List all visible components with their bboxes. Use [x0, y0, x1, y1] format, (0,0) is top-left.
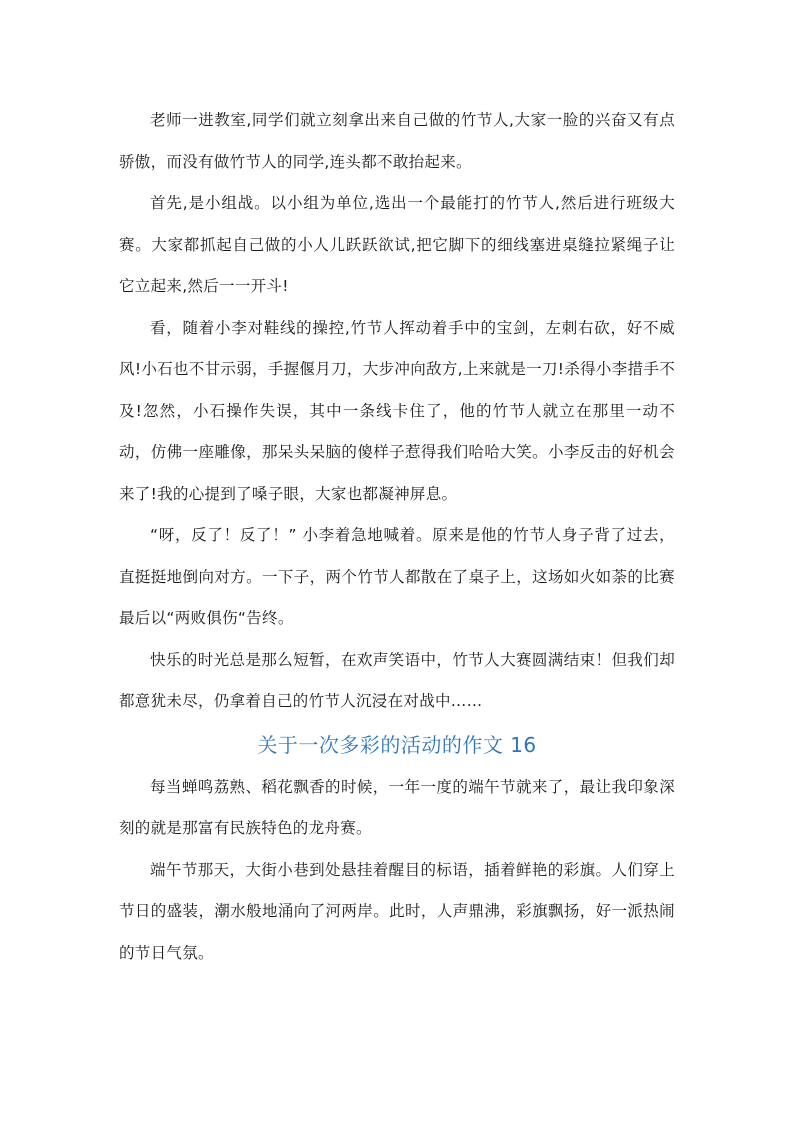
paragraph: 端午节那天，大街小巷到处悬挂着醒目的标语，插着鲜艳的彩旗。人们穿上节日的盛装，潮水般地涌向了河两岸。此时，人声鼎沸，彩旗飘扬，好一派热闹的节日气氛。 — [119, 860, 675, 962]
paragraph: 看，随着小李对鞋线的操控,竹节人挥动着手中的宝剑，左刺右砍，好不威风!小石也不甘示弱，手握偃月刀，大步冲向敌方,上来就是一刀!杀得小李措手不及!忽然，小石操作失误，其中一条线卡住了，他的竹节人就立在那里一动不动，仿佛一座雕像，那呆头呆脑的傻样子惹得我们哈哈大笑。小李反击的好机会来了!我的心提到了嗓子眼，大家也都凝神屏息。 — [119, 318, 675, 503]
paragraph: 快乐的时光总是那么短暂，在欢声笑语中，竹节人大赛圆满结束！但我们却都意犹未尽，仍拿着自己的竹节人沉浸在对战中…… — [119, 650, 675, 710]
paragraph: 每当蝉鸣荔熟、稻花飘香的时候，一年一度的端午节就来了，最让我印象深刻的就是那富有民族特色的龙舟赛。 — [119, 777, 675, 837]
paragraph: “呀，反了！反了！” 小李着急地喊着。原来是他的竹节人身子背了过去，直挺挺地倒向对方。一下子，两个竹节人都散在了桌子上，这场如火如荼的比赛最后以“两败俱伤“告终。 — [119, 526, 675, 627]
document-body — [119, 100, 675, 974]
paragraph: 首先,是小组战。以小组为单位,选出一个最能打的竹节人,然后进行班级大赛。大家都抓起自己做的小人儿跃跃欲试,把它脚下的细线塞进桌缝拉紧绳子让它立起来,然后一一开斗! — [119, 194, 675, 295]
section-heading: 关于一次多彩的活动的作文 16 — [257, 732, 537, 757]
paragraph: 老师一进教室,同学们就立刻拿出来自己做的竹节人,大家一脸的兴奋又有点骄傲，而没有做竹节人的同学,连头都不敢抬起来。 — [119, 111, 675, 171]
